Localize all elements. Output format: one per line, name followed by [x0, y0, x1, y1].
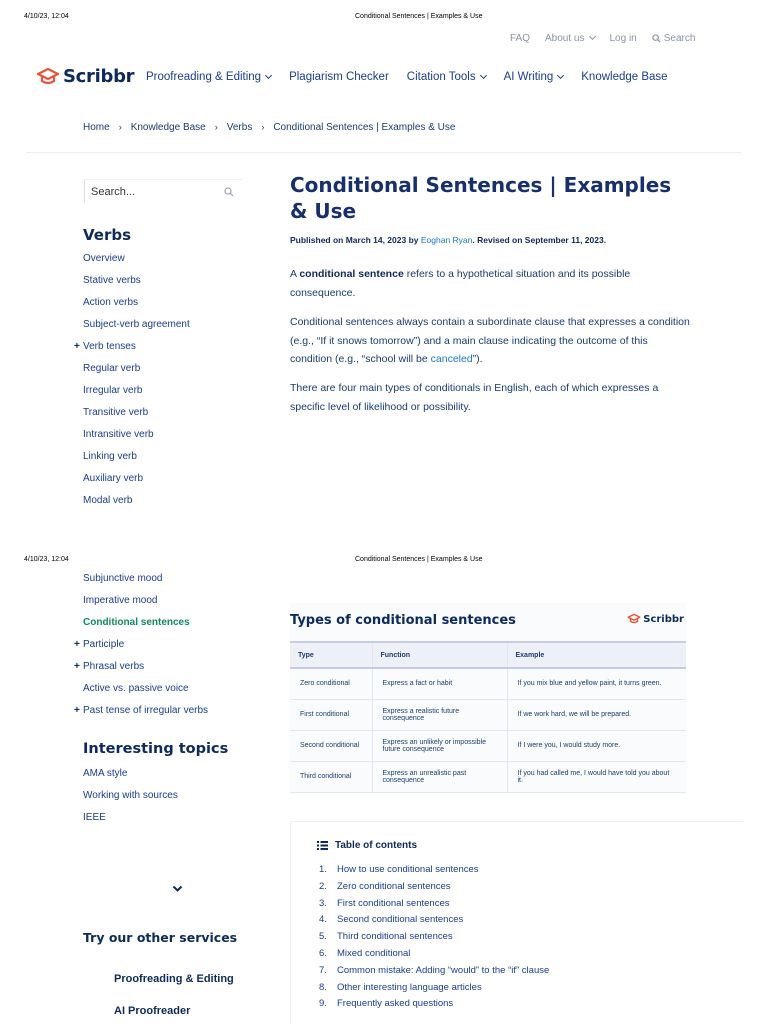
table-cell: First conditional	[290, 699, 372, 730]
nav-proofreading[interactable]	[146, 71, 271, 83]
figure-title: Types of conditional sentences	[290, 613, 516, 628]
sidebar-item-label: Transitive verb	[83, 407, 149, 418]
sidebar-item-active[interactable]	[83, 616, 208, 638]
sidebar-item[interactable]	[83, 450, 190, 472]
table-cell: If I were you, I would study more.	[507, 730, 686, 761]
toc-item[interactable]	[319, 862, 549, 879]
chevron-down-icon	[588, 33, 595, 40]
print-datetime: 4/10/23, 12:04	[24, 556, 69, 563]
sidebar-item[interactable]	[83, 362, 190, 384]
utility-nav	[510, 33, 695, 44]
sidebar-item[interactable]	[74, 340, 190, 362]
toc-title: Table of contents	[335, 840, 418, 851]
breadcrumb-separator: ›	[118, 122, 122, 132]
nav-plagiarism[interactable]: Plagiarism Checker	[289, 71, 389, 83]
sidebar-item[interactable]	[83, 594, 208, 616]
conditional-types-figure	[290, 603, 686, 793]
expand-plus-icon[interactable]: +	[74, 639, 80, 650]
chevron-down-icon	[557, 72, 564, 79]
table-cell: Second conditional	[290, 730, 372, 761]
toc-number: 3.	[319, 897, 327, 909]
toc-number: 1.	[319, 864, 327, 875]
expand-plus-icon[interactable]: +	[74, 661, 80, 672]
chevron-down-icon[interactable]	[172, 885, 183, 893]
text: A	[290, 268, 300, 280]
intro-paragraph-3: There are four main types of conditionals in English, each of which expresses a specific level of likelihood or possibility.	[290, 382, 659, 413]
topic-label: AMA style	[83, 768, 128, 779]
sidebar-item-label: Past tense of irregular verbs	[83, 705, 209, 716]
sidebar-section-title: Verbs	[83, 226, 132, 244]
table-cell: If we work hard, we will be prepared.	[507, 699, 686, 730]
about-us-label: About us	[545, 33, 585, 44]
breadcrumb-home[interactable]: Home	[83, 122, 110, 133]
toc-number: 4.	[319, 914, 327, 926]
table-cell: Express a fact or habit	[372, 668, 507, 699]
toc-label: First conditional sentences	[337, 897, 450, 909]
table-row	[290, 668, 686, 699]
toc-label: Other interesting language articles	[337, 981, 482, 993]
sidebar-item-label: Action verbs	[83, 297, 139, 308]
toc-item[interactable]	[319, 963, 549, 980]
expand-plus-icon[interactable]: +	[74, 341, 80, 352]
column-header: Type	[290, 642, 372, 668]
table-row	[290, 761, 686, 792]
intro-paragraph-2	[290, 313, 690, 369]
table-row	[290, 730, 686, 761]
publish-info	[290, 235, 606, 245]
sidebar-item[interactable]	[83, 384, 190, 406]
table-row	[290, 699, 686, 730]
search-icon	[652, 34, 661, 43]
main-nav	[146, 71, 668, 83]
faq-link[interactable]: FAQ	[510, 33, 531, 44]
toc-item[interactable]	[319, 996, 549, 1013]
intro-paragraph-1	[290, 265, 690, 302]
services-title: Try our other services	[83, 930, 238, 945]
nav-citation-label: Citation Tools	[406, 71, 476, 83]
toc-item[interactable]	[319, 896, 549, 913]
sidebar-item-label: Auxiliary verb	[83, 473, 144, 484]
conditional-types-table	[290, 641, 686, 793]
toc-label: How to use conditional sentences	[337, 864, 479, 875]
sidebar-item-label: Stative verbs	[83, 275, 141, 286]
login-link[interactable]: Log in	[609, 33, 637, 44]
toc-number: 8.	[319, 981, 327, 993]
sidebar-item[interactable]	[74, 638, 208, 660]
topics-list	[83, 767, 178, 833]
nav-citation[interactable]	[407, 71, 486, 83]
nav-ai-writing[interactable]	[504, 71, 564, 83]
canceled-link[interactable]: canceled	[430, 353, 473, 365]
breadcrumb-separator: ›	[261, 122, 265, 132]
sidebar-item-label: Phrasal verbs	[83, 661, 145, 672]
toc-item[interactable]	[319, 879, 549, 896]
page-title: Conditional Sentences | Examples & Use	[290, 173, 672, 223]
text: Conditional sentences always contain a subordinate clause that expresses a condition (e.g., “If it snows tomorrow”) and a main clause indicating the outcome of this condition (e.g., “school will be	[290, 316, 690, 365]
toc-label: Zero conditional sentences	[337, 880, 451, 892]
sidebar-item[interactable]	[83, 682, 208, 704]
service-proofreading-link[interactable]: Proofreading & Editing	[114, 973, 234, 985]
published-date: Published on March 14, 2023 by	[290, 235, 421, 245]
chevron-down-icon	[265, 72, 272, 79]
toc-number: 9.	[319, 998, 327, 1010]
sidebar-item-label: Modal verb	[83, 495, 133, 506]
table-cell: Express an unlikely or impossible future consequence	[372, 730, 507, 761]
search-link[interactable]	[652, 33, 696, 44]
topic-label: IEEE	[83, 812, 106, 823]
sidebar-item[interactable]	[74, 660, 208, 682]
list-icon	[317, 841, 328, 850]
breadcrumb-separator: ›	[214, 122, 218, 132]
toc-label: Third conditional sentences	[337, 931, 453, 943]
nav-ai-writing-label: AI Writing	[503, 71, 554, 83]
toc-item[interactable]	[319, 980, 549, 997]
keyword: conditional sentence	[299, 268, 404, 280]
breadcrumb-knowledge-base[interactable]: Knowledge Base	[130, 122, 206, 133]
figure-logo	[627, 613, 684, 625]
breadcrumb	[83, 122, 455, 133]
print-page-title: Conditional Sentences | Examples & Use	[355, 13, 483, 20]
table-cell: Third conditional	[290, 761, 372, 792]
interesting-topics-title: Interesting topics	[83, 741, 229, 757]
service-ai-proofreader-link[interactable]: AI Proofreader	[114, 1005, 191, 1017]
topic-item[interactable]	[83, 789, 178, 811]
toc-item[interactable]	[319, 946, 549, 963]
sidebar-item[interactable]	[83, 296, 190, 318]
toc-label: Common mistake: Adding “would” to the “if” clause	[337, 964, 550, 976]
sidebar-item-label: Regular verb	[83, 363, 141, 374]
toc-label: Second conditional sentences	[337, 914, 464, 926]
graduation-cap-icon	[36, 67, 60, 87]
toc-list	[319, 862, 549, 1013]
toc-item[interactable]	[319, 912, 549, 929]
sidebar-item[interactable]	[83, 318, 190, 340]
table-cell: If you had called me, I would have told you about it.	[507, 761, 686, 792]
text: refers to a hypothetical situation and its possible consequence.	[290, 268, 631, 299]
nav-proofreading-label: Proofreading & Editing	[146, 71, 262, 83]
sidebar-item-label: Irregular verb	[83, 385, 143, 396]
breadcrumb-verbs[interactable]: Verbs	[226, 122, 253, 133]
sidebar-item-label: Participle	[83, 639, 125, 650]
divider	[26, 152, 741, 153]
sidebar-search-input[interactable]	[84, 179, 242, 203]
table-cell: Zero conditional	[290, 668, 372, 699]
sidebar-item[interactable]	[83, 274, 190, 296]
sidebar-item-label: Subjunctive mood	[83, 573, 163, 584]
expand-plus-icon[interactable]: +	[74, 705, 80, 716]
toc-label: Frequently asked questions	[337, 998, 454, 1010]
breadcrumb-current[interactable]: Conditional Sentences | Examples & Use	[273, 122, 456, 133]
sidebar-item-label: Intransitive verb	[83, 429, 154, 440]
nav-knowledge-base[interactable]: Knowledge Base	[581, 71, 668, 83]
sidebar-item-label: Verb tenses	[83, 341, 136, 352]
topic-item[interactable]	[83, 811, 178, 833]
sidebar-item[interactable]	[83, 494, 190, 516]
table-of-contents	[290, 821, 743, 1024]
sidebar-item-label: Conditional sentences	[83, 617, 190, 628]
toc-heading	[317, 840, 417, 851]
table-cell: Express a realistic future consequence	[372, 699, 507, 730]
about-us-menu[interactable]	[545, 33, 594, 44]
search-placeholder: Search...	[91, 185, 136, 198]
sidebar-item[interactable]	[74, 704, 209, 726]
sidebar-item[interactable]	[83, 252, 190, 274]
revised-date: . Revised on September 11, 2023.	[472, 235, 607, 245]
column-header: Function	[372, 642, 507, 668]
search-link-label: Search	[663, 33, 696, 44]
sidebar-item-label: Subject-verb agreement	[83, 319, 190, 330]
topic-label: Working with sources	[83, 790, 178, 801]
sidebar-item-label: Linking verb	[83, 451, 137, 462]
sidebar-item-label: Overview	[83, 253, 125, 264]
column-header: Example	[507, 642, 686, 668]
scribbr-logo[interactable]	[36, 66, 134, 87]
topic-item[interactable]	[83, 767, 178, 789]
sidebar-item-label: Active vs. passive voice	[83, 683, 189, 694]
logo-text: Scribbr	[63, 66, 135, 87]
author-link[interactable]: Eoghan Ryan	[420, 235, 473, 245]
toc-number: 5.	[319, 931, 327, 943]
table-cell: Express an unrealistic past consequence	[372, 761, 507, 792]
sidebar-item[interactable]	[83, 472, 190, 494]
table-header-row	[290, 642, 686, 668]
sidebar-verbs-list-continued	[74, 572, 209, 726]
toc-number: 7.	[319, 964, 327, 976]
sidebar-item[interactable]	[83, 572, 208, 594]
toc-number: 2.	[319, 880, 327, 892]
toc-number: 6.	[319, 947, 327, 959]
toc-item[interactable]	[319, 929, 549, 946]
table-cell: If you mix blue and yellow paint, it turns green.	[507, 668, 686, 699]
print-page-title: Conditional Sentences | Examples & Use	[355, 556, 483, 563]
search-icon	[224, 187, 234, 197]
sidebar-item[interactable]	[83, 406, 190, 428]
text: ”).	[472, 353, 483, 365]
sidebar-item[interactable]	[83, 428, 190, 450]
print-datetime: 4/10/23, 12:04	[24, 13, 69, 20]
toc-label: Mixed conditional	[337, 947, 411, 959]
figure-logo-text: Scribbr	[643, 613, 684, 625]
sidebar-item-label: Imperative mood	[83, 595, 158, 606]
sidebar-verbs-list	[74, 252, 190, 516]
graduation-cap-icon	[627, 613, 641, 625]
chevron-down-icon	[480, 72, 487, 79]
